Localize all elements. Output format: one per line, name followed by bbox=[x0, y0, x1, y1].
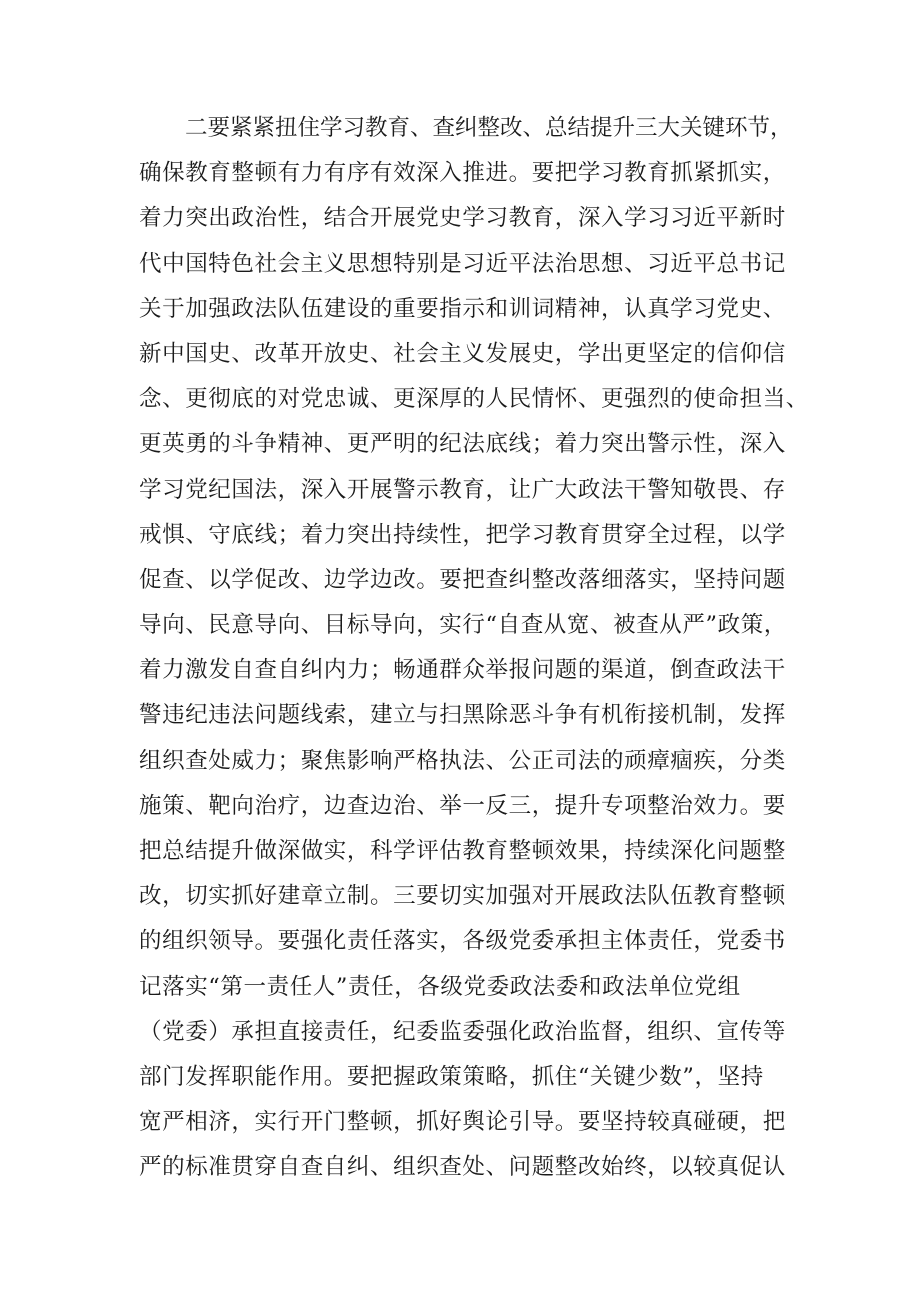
text-line: 学习党纪国法，深入开展警示教育，让广大政法干警知敬畏、存 bbox=[139, 476, 786, 503]
body-paragraph bbox=[139, 106, 809, 1191]
text-line: 施策、靶向治疗，边查边治、举一反三，提升专项整治效力。要 bbox=[139, 792, 786, 819]
text-line: 严的标准贯穿自查自纠、组织查处、问题整改始终，以较真促认 bbox=[139, 1154, 786, 1181]
text-line: 着力突出政治性，结合开展党史学习教育，深入学习习近平新时 bbox=[139, 205, 786, 232]
text-line: 部门发挥职能作用。要把握政策策略，抓住“关键少数”，坚持 bbox=[139, 1063, 764, 1090]
text-line: 代中国特色社会主义思想特别是习近平法治思想、习近平总书记 bbox=[139, 250, 786, 277]
text-line: （党委）承担直接责任，纪委监委强化政治监督，组织、宣传等 bbox=[139, 1018, 786, 1045]
text-line: 警违纪违法问题线索，建立与扫黑除恶斗争有机衔接机制，发挥 bbox=[139, 702, 786, 729]
text-line: 关于加强政法队伍建设的重要指示和训词精神，认真学习党史、 bbox=[139, 295, 786, 322]
text-line: 记落实“第一责任人”责任，各级党委政法委和政法单位党组 bbox=[139, 973, 741, 1000]
text-line: 确保教育整顿有力有序有效深入推进。要把学习教育抓紧抓实， bbox=[139, 160, 786, 187]
text-line: 改，切实抓好建章立制。三要切实加强对开展政法队伍教育整顿 bbox=[139, 883, 786, 910]
text-line: 把总结提升做深做实，科学评估教育整顿效果，持续深化问题整 bbox=[139, 838, 786, 864]
text-line: 宽严相济，实行开门整顿，抓好舆论引导。要坚持较真碰硬，把 bbox=[139, 1109, 786, 1136]
text-line: 戒惧、守底线；着力突出持续性，把学习教育贯穿全过程，以学 bbox=[139, 521, 786, 548]
text-line: 更英勇的斗争精神、更严明的纪法底线；着力突出警示性，深入 bbox=[139, 431, 786, 458]
text-line: 组织查处威力；聚焦影响严格执法、公正司法的顽瘴痼疾，分类 bbox=[139, 747, 786, 774]
text-line: 导向、民意导向、目标导向，实行“自查从宽、被查从严”政策， bbox=[139, 612, 787, 639]
text-line: 着力激发自查自纠内力；畅通群众举报问题的渠道，倒查政法干 bbox=[139, 657, 786, 684]
text-line: 新中国史、改革开放史、社会主义发展史，学出更坚定的信仰信 bbox=[139, 340, 786, 367]
text-line: 念、更彻底的对党忠诚、更深厚的人民情怀、更强烈的使命担当、 bbox=[139, 386, 809, 413]
text-line: 二要紧紧扭住学习教育、查纠整改、总结提升三大关键环节， bbox=[185, 115, 793, 141]
text-line: 的组织领导。要强化责任落实，各级党委承担主体责任，党委书 bbox=[139, 928, 786, 955]
text-line: 促查、以学促改、边学边改。要把查纠整改落细落实，坚持问题 bbox=[139, 566, 786, 593]
